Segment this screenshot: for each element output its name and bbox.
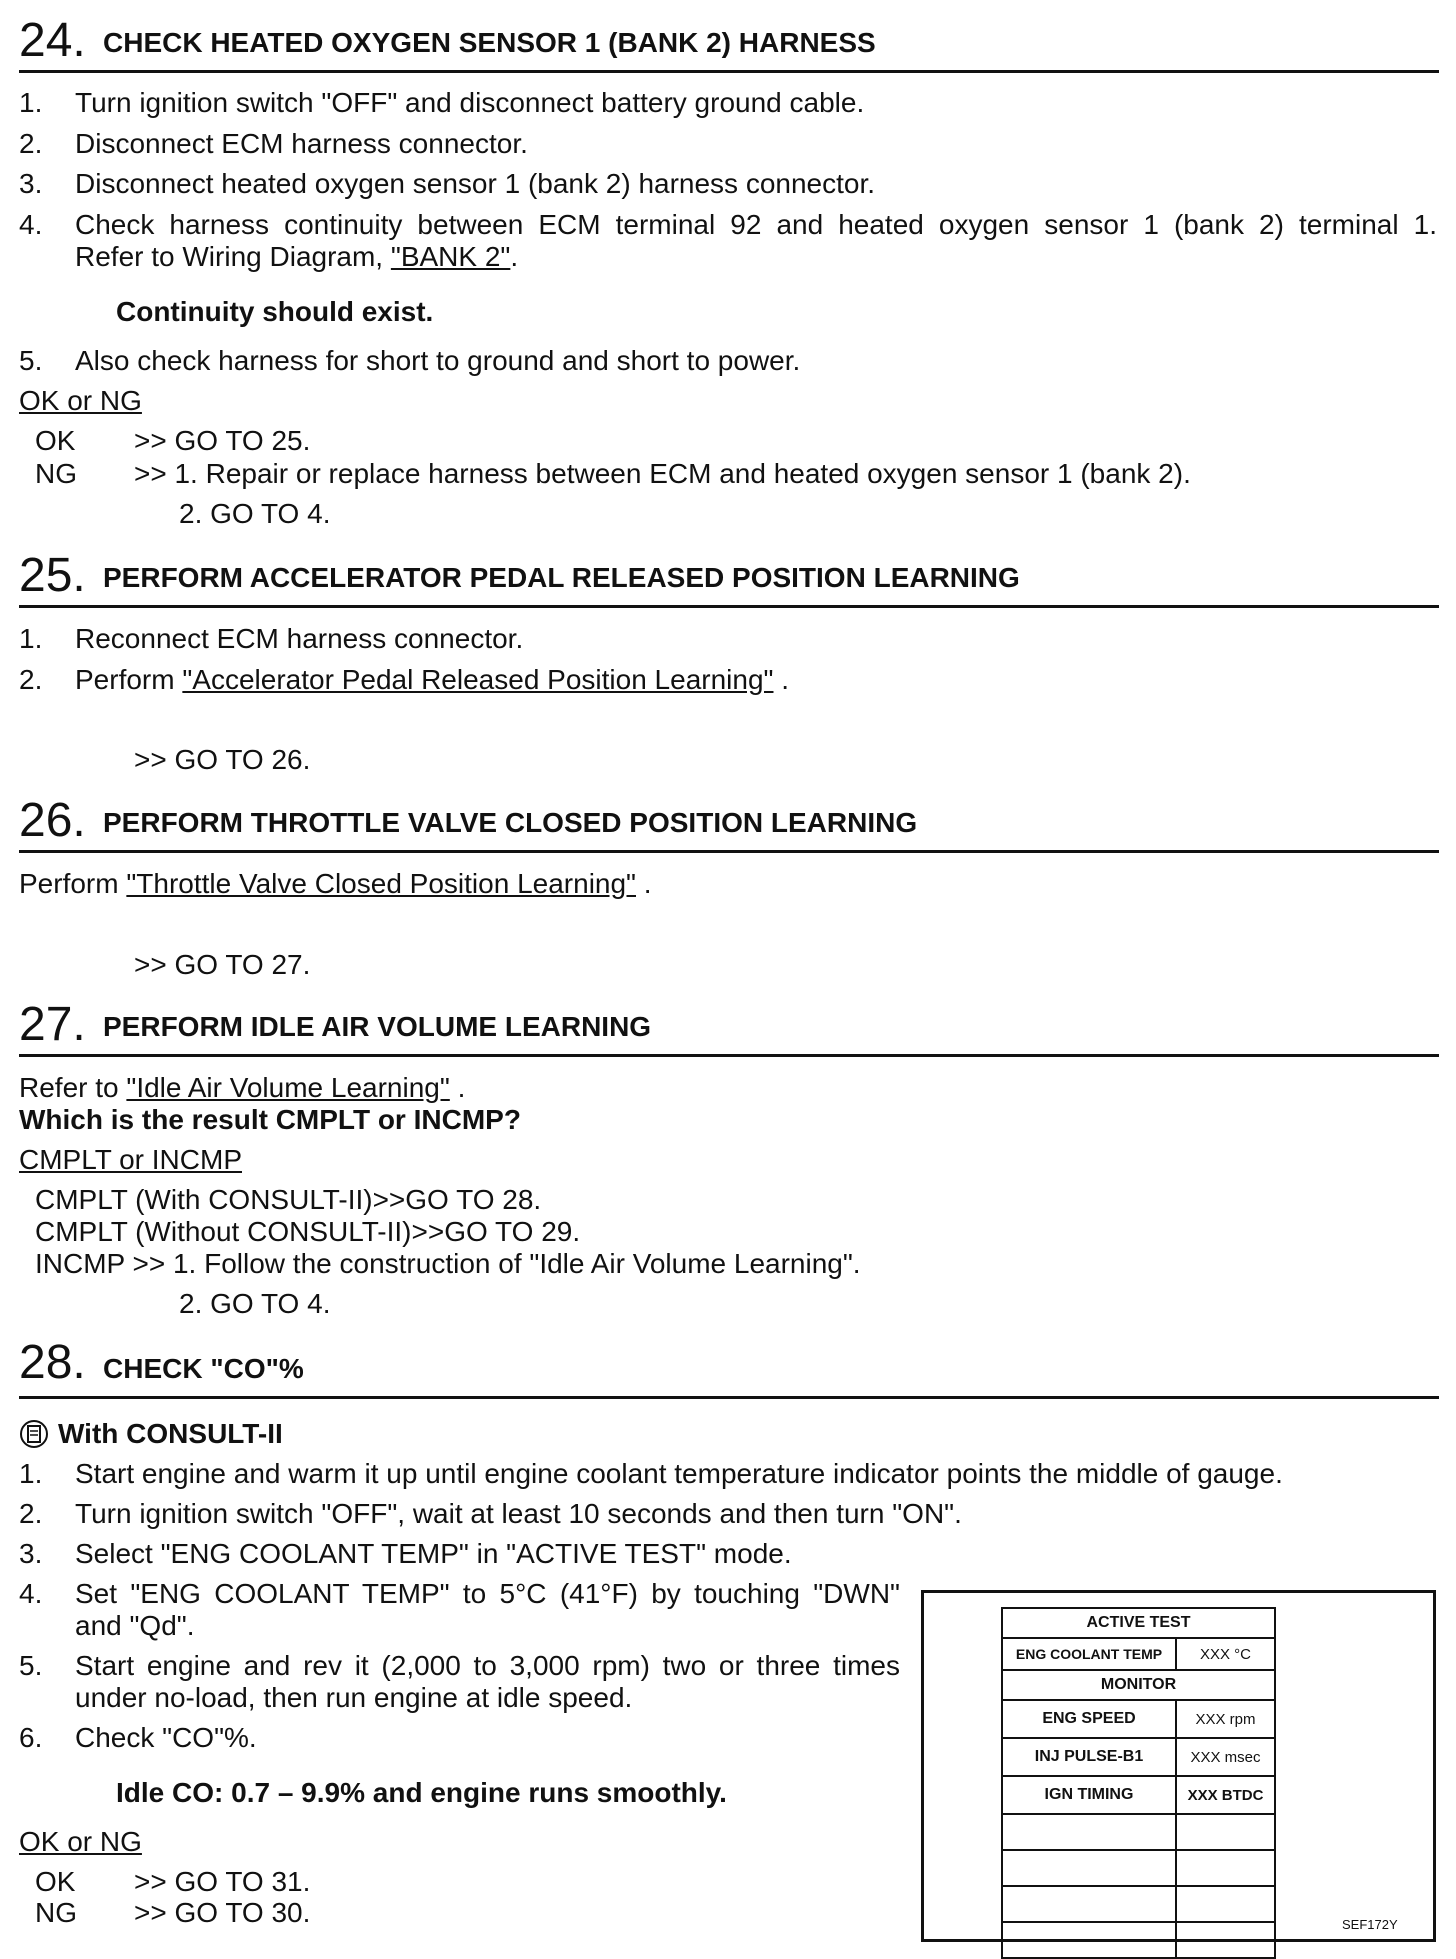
- list-item-number: 2.: [19, 1498, 43, 1529]
- perform-line: [19, 868, 652, 900]
- list-item: [75, 664, 789, 696]
- list-item-number: 4.: [19, 1578, 43, 1609]
- question-text: Which is the result CMPLT or INCMP?: [19, 1104, 521, 1135]
- list-item: Reconnect ECM harness connector.: [75, 623, 524, 654]
- eng-coolant-temp-label: ENG COOLANT TEMP: [1002, 1638, 1176, 1670]
- step-25-number: 25.: [19, 549, 86, 602]
- ok-or-ng-label: OK or NG: [19, 1826, 142, 1857]
- bank2-link[interactable]: "BANK 2": [390, 241, 511, 272]
- result-line: 2. GO TO 4.: [179, 1288, 331, 1319]
- empty-cell: [1002, 1850, 1176, 1886]
- monitor-item-value: XXX BTDC: [1176, 1776, 1275, 1814]
- step-27-number: 27.: [19, 998, 86, 1051]
- period: .: [457, 1072, 466, 1103]
- list-item-number: 3.: [19, 168, 43, 199]
- spec-text: Continuity should exist.: [116, 296, 434, 327]
- list-item-continuation: and "Qd".: [75, 1610, 195, 1641]
- spec-text: Idle CO: 0.7 – 9.9% and engine runs smoothly.: [116, 1777, 727, 1808]
- monitor-header: MONITOR: [1002, 1670, 1275, 1700]
- period: .: [781, 664, 790, 695]
- result-line: CMPLT (With CONSULT-II)>>GO TO 28.: [35, 1184, 542, 1215]
- ok-or-ng-label: OK or NG: [19, 385, 142, 416]
- divider: [19, 605, 1439, 608]
- period: .: [510, 241, 519, 272]
- figure-id: SEF172Y: [1342, 1917, 1398, 1932]
- monitor-item-label: IGN TIMING: [1002, 1776, 1176, 1814]
- list-item-continuation: [75, 241, 518, 273]
- active-test-header: ACTIVE TEST: [1002, 1608, 1275, 1638]
- list-item: Start engine and rev it (2,000 to 3,000 rpm) two or three times: [75, 1650, 900, 1681]
- perform-text: Perform: [75, 664, 175, 695]
- divider: [19, 850, 1439, 853]
- monitor-item-value: XXX rpm: [1176, 1700, 1275, 1738]
- idle-air-learning-link[interactable]: "Idle Air Volume Learning": [126, 1072, 450, 1103]
- list-item-number: 1.: [19, 623, 43, 654]
- ok-label: OK: [35, 425, 76, 456]
- step-24-number: 24.: [19, 14, 86, 67]
- ng-result: >> 1. Repair or replace harness between ECM and heated oxygen sensor 1 (bank 2).: [134, 458, 1191, 489]
- list-item-number: 1.: [19, 1458, 43, 1489]
- refer-line: [19, 1072, 465, 1104]
- list-item: Select "ENG COOLANT TEMP" in "ACTIVE TEST" mode.: [75, 1538, 792, 1569]
- step-25-title: PERFORM ACCELERATOR PEDAL RELEASED POSITION LEARNING: [103, 562, 1020, 593]
- step-28-number: 28.: [19, 1336, 86, 1389]
- result-line: CMPLT (Without CONSULT-II)>>GO TO 29.: [35, 1216, 581, 1247]
- list-item: Check "CO"%.: [75, 1722, 257, 1753]
- ng-result: >> GO TO 30.: [134, 1897, 311, 1928]
- goto-text: >> GO TO 27.: [134, 949, 311, 980]
- list-item: Start engine and warm it up until engine coolant temperature indicator points the middle of gauge.: [75, 1458, 1283, 1489]
- ok-label: OK: [35, 1866, 76, 1897]
- list-item: Turn ignition switch "OFF" and disconnect battery ground cable.: [75, 87, 865, 118]
- step-26-title: PERFORM THROTTLE VALVE CLOSED POSITION LEARNING: [103, 807, 918, 838]
- period: .: [643, 868, 652, 899]
- eng-coolant-temp-value: XXX °C: [1176, 1638, 1275, 1670]
- ng-label: NG: [35, 458, 77, 489]
- empty-cell: [1176, 1814, 1275, 1850]
- list-item-continuation: under no-load, then run engine at idle speed.: [75, 1682, 633, 1713]
- monitor-item-label: INJ PULSE-B1: [1002, 1738, 1176, 1776]
- refer-text: Refer to: [19, 1072, 119, 1103]
- list-item: Disconnect heated oxygen sensor 1 (bank 2) harness connector.: [75, 168, 876, 199]
- empty-cell: [1002, 1886, 1176, 1922]
- divider: [19, 1054, 1439, 1057]
- empty-cell: [1176, 1886, 1275, 1922]
- step-27-title: PERFORM IDLE AIR VOLUME LEARNING: [103, 1011, 652, 1042]
- list-item-number: 5.: [19, 345, 43, 376]
- active-test-table: [1001, 1607, 1276, 1959]
- empty-cell: [1176, 1922, 1275, 1958]
- ng-label: NG: [35, 1897, 77, 1928]
- consult-icon: [19, 1419, 49, 1449]
- refer-text: Refer to Wiring Diagram,: [75, 241, 384, 272]
- list-item: Turn ignition switch "OFF", wait at least 10 seconds and then turn "ON".: [75, 1498, 962, 1529]
- list-item-number: 5.: [19, 1650, 43, 1681]
- goto-text: >> GO TO 26.: [134, 744, 311, 775]
- empty-cell: [1002, 1814, 1176, 1850]
- ok-result: >> GO TO 25.: [134, 425, 311, 456]
- result-line: INCMP >> 1. Follow the construction of "Idle Air Volume Learning".: [35, 1248, 861, 1279]
- list-item-number: 2.: [19, 664, 43, 695]
- list-item-number: 1.: [19, 87, 43, 118]
- perform-text: Perform: [19, 868, 119, 899]
- accelerator-learning-link[interactable]: "Accelerator Pedal Released Position Learning": [182, 664, 774, 695]
- monitor-item-label: ENG SPEED: [1002, 1700, 1176, 1738]
- divider: [19, 70, 1439, 73]
- step-26-number: 26.: [19, 794, 86, 847]
- throttle-learning-link[interactable]: "Throttle Valve Closed Position Learning": [126, 868, 636, 899]
- step-28-title: CHECK "CO"%: [103, 1353, 304, 1384]
- monitor-item-value: XXX msec: [1176, 1738, 1275, 1776]
- ok-result: >> GO TO 31.: [134, 1866, 311, 1897]
- divider: [19, 1396, 1439, 1399]
- step-24-title: CHECK HEATED OXYGEN SENSOR 1 (BANK 2) HARNESS: [103, 27, 876, 58]
- list-item: Also check harness for short to ground and short to power.: [75, 345, 801, 376]
- ng-result-2: 2. GO TO 4.: [179, 498, 331, 529]
- active-test-figure: [921, 1590, 1436, 1942]
- list-item-number: 2.: [19, 128, 43, 159]
- list-item-number: 6.: [19, 1722, 43, 1753]
- list-item: Disconnect ECM harness connector.: [75, 128, 528, 159]
- list-item-number: 4.: [19, 209, 43, 240]
- consult-heading: With CONSULT-II: [58, 1418, 283, 1449]
- empty-cell: [1176, 1850, 1275, 1886]
- list-item: Set "ENG COOLANT TEMP" to 5°C (41°F) by touching "DWN": [75, 1578, 900, 1609]
- list-item-number: 3.: [19, 1538, 43, 1569]
- list-item: Check harness continuity between ECM terminal 92 and heated oxygen sensor 1 (bank 2) terminal 1.: [75, 209, 1437, 240]
- cmplt-or-incmp-label: CMPLT or INCMP: [19, 1144, 242, 1175]
- empty-cell: [1002, 1922, 1176, 1958]
